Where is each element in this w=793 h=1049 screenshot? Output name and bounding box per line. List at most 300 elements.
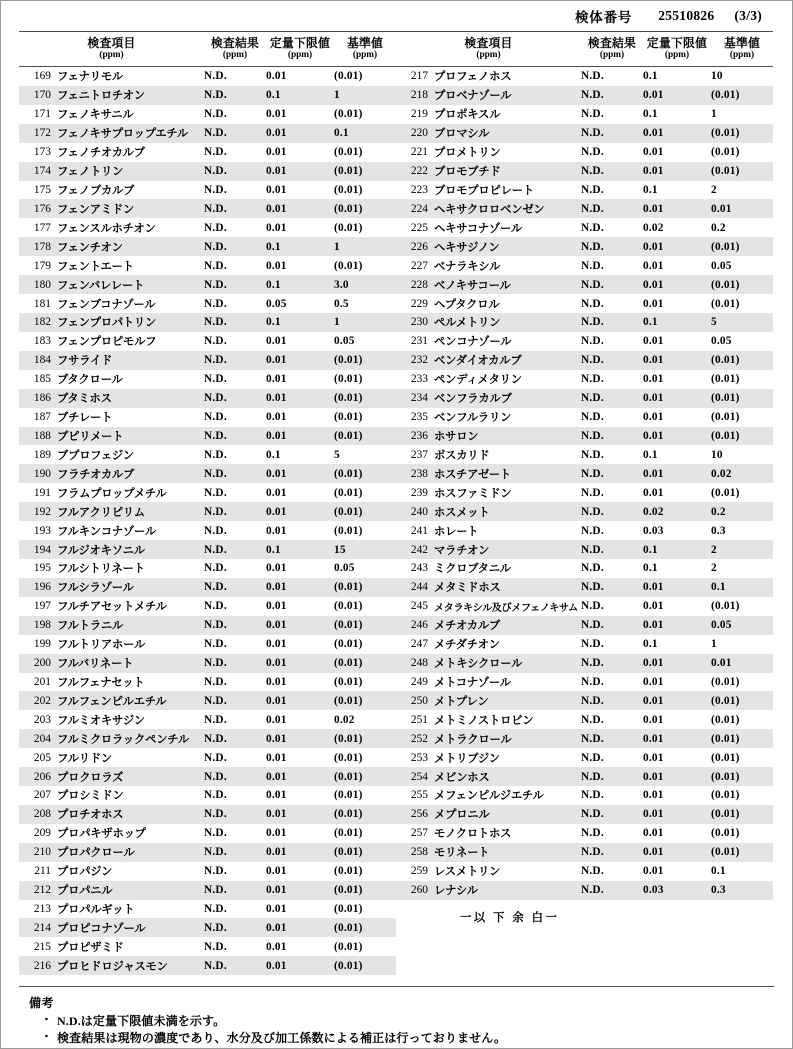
table-row bbox=[19, 389, 396, 408]
item-number: 233 bbox=[410, 373, 428, 386]
cell-lod: 0.01 bbox=[266, 729, 334, 748]
table-row bbox=[396, 294, 773, 313]
table-row bbox=[19, 691, 396, 710]
cell-lod: 0.01 bbox=[266, 600, 287, 613]
cell-standard: 0.2 bbox=[711, 221, 726, 234]
cell-item bbox=[19, 389, 204, 408]
cell-lod: 0.1 bbox=[266, 313, 334, 332]
item-name: ベナラキシル bbox=[434, 260, 501, 273]
cell-result: N.D. bbox=[204, 124, 266, 143]
item-number: 250 bbox=[410, 694, 428, 707]
cell-standard: (0.01) bbox=[334, 146, 363, 159]
table-row bbox=[19, 673, 396, 692]
item-name: プロパニル bbox=[57, 885, 113, 898]
table-row bbox=[19, 559, 396, 578]
cell-standard: (0.01) bbox=[711, 389, 773, 408]
item-number: 185 bbox=[33, 373, 51, 386]
table-row bbox=[19, 105, 396, 124]
cell-item bbox=[19, 654, 204, 673]
cell-item bbox=[396, 275, 581, 294]
cell-standard: (0.01) bbox=[711, 237, 773, 256]
item-name: フルフェンピルエチル bbox=[57, 695, 167, 708]
cell-result: N.D. bbox=[204, 237, 266, 256]
item-name: メフェンピルジエチル bbox=[434, 790, 544, 803]
item-name: フェンアミドン bbox=[57, 203, 135, 216]
table-row bbox=[396, 389, 773, 408]
cell-item bbox=[396, 105, 581, 124]
cell-item bbox=[396, 748, 581, 767]
cell-item bbox=[19, 464, 204, 483]
col-header-standard-unit: (ppm) bbox=[729, 50, 755, 61]
cell-lod: 0.02 bbox=[643, 221, 664, 234]
cell-result: N.D. bbox=[581, 351, 643, 370]
cell-item bbox=[396, 654, 581, 673]
cell-lod: 0.1 bbox=[643, 108, 658, 121]
cell-standard: (0.01) bbox=[334, 199, 396, 218]
cell-result: N.D. bbox=[204, 351, 266, 370]
cell-standard: 0.05 bbox=[334, 335, 355, 348]
cell-item bbox=[19, 105, 204, 124]
cell-lod: 0.01 bbox=[266, 389, 334, 408]
cell-lod: 0.01 bbox=[266, 691, 334, 710]
cell-result: N.D. bbox=[204, 865, 227, 878]
cell-standard: (0.01) bbox=[711, 767, 773, 786]
item-name: フルバリネート bbox=[57, 658, 134, 671]
table-row bbox=[19, 143, 396, 162]
cell-lod: 0.01 bbox=[643, 767, 711, 786]
item-number: 232 bbox=[410, 354, 428, 367]
item-name: プロベナゾール bbox=[434, 90, 512, 103]
cell-standard: (0.01) bbox=[334, 411, 363, 424]
cell-lod: 0.01 bbox=[643, 578, 711, 597]
cell-lod: 0.03 bbox=[643, 524, 664, 537]
item-name: プロパルギット bbox=[57, 904, 135, 917]
table-row bbox=[396, 143, 773, 162]
cell-result: N.D. bbox=[581, 540, 643, 559]
item-number: 207 bbox=[33, 789, 51, 802]
item-name: フルミオキサジン bbox=[57, 714, 145, 727]
cell-item bbox=[19, 578, 204, 597]
cell-lod: 0.1 bbox=[643, 183, 658, 196]
table-body-left bbox=[19, 67, 396, 976]
cell-result: N.D. bbox=[204, 183, 227, 196]
cell-standard: 0.01 bbox=[711, 199, 773, 218]
table-row bbox=[396, 578, 773, 597]
item-number: 229 bbox=[410, 297, 428, 310]
cell-lod: 0.1 bbox=[266, 275, 334, 294]
col-header-lod bbox=[266, 32, 334, 67]
cell-standard: (0.01) bbox=[334, 956, 396, 975]
table-row bbox=[19, 597, 396, 616]
cell-standard: 10 bbox=[711, 70, 723, 83]
cell-lod: 0.01 bbox=[643, 713, 664, 726]
cell-result: N.D. bbox=[204, 616, 266, 635]
col-header-standard-label: 基準値 bbox=[723, 35, 761, 50]
table-row bbox=[396, 351, 773, 370]
cell-standard: 15 bbox=[334, 540, 396, 559]
cell-standard: 2 bbox=[711, 540, 773, 559]
item-name: ブロマシル bbox=[434, 128, 490, 141]
item-number: 194 bbox=[33, 543, 51, 556]
item-name: ペンコナゾール bbox=[434, 336, 512, 349]
cell-result: N.D. bbox=[204, 86, 266, 105]
table-row bbox=[396, 597, 773, 616]
item-number: 252 bbox=[410, 732, 428, 745]
cell-result: N.D. bbox=[581, 691, 643, 710]
table-row bbox=[396, 805, 773, 824]
cell-standard: (0.01) bbox=[711, 691, 773, 710]
table-row bbox=[19, 294, 396, 313]
cell-item bbox=[19, 181, 204, 200]
cell-result: N.D. bbox=[581, 259, 604, 272]
cell-standard: 2 bbox=[711, 183, 717, 196]
item-number: 211 bbox=[34, 865, 51, 878]
cell-item bbox=[19, 956, 204, 975]
cell-result: N.D. bbox=[204, 638, 227, 651]
cell-standard: (0.01) bbox=[334, 259, 363, 272]
item-number: 210 bbox=[33, 846, 51, 859]
item-name: フェノチオカルブ bbox=[57, 147, 145, 160]
cell-lod: 0.01 bbox=[266, 956, 334, 975]
table-row bbox=[19, 408, 396, 427]
cell-result: N.D. bbox=[204, 827, 227, 840]
cell-lod: 0.01 bbox=[643, 373, 664, 386]
col-header-lod-unit: (ppm) bbox=[664, 50, 690, 61]
table-row bbox=[396, 237, 773, 256]
table-row bbox=[19, 275, 396, 294]
cell-result: N.D. bbox=[581, 389, 643, 408]
cell-result: N.D. bbox=[204, 918, 266, 937]
cell-item bbox=[19, 616, 204, 635]
cell-lod: 0.01 bbox=[643, 751, 664, 764]
item-number: 214 bbox=[33, 921, 51, 934]
cell-item bbox=[396, 710, 581, 729]
item-name: フェノブカルブ bbox=[57, 184, 135, 197]
item-number: 173 bbox=[33, 146, 51, 159]
cell-result: N.D. bbox=[581, 805, 643, 824]
cell-lod: 0.01 bbox=[266, 70, 287, 83]
cell-result: N.D. bbox=[581, 638, 604, 651]
table-row bbox=[19, 502, 396, 521]
cell-lod: 0.01 bbox=[266, 654, 334, 673]
cell-lod: 0.01 bbox=[266, 464, 334, 483]
cell-result: N.D. bbox=[204, 675, 227, 688]
cell-item bbox=[396, 881, 581, 900]
cell-item bbox=[19, 370, 204, 389]
table-row bbox=[396, 616, 773, 635]
cell-lod: 0.01 bbox=[266, 881, 334, 900]
table-row bbox=[396, 691, 773, 710]
table-row bbox=[19, 918, 396, 937]
table-row bbox=[396, 635, 773, 654]
cell-item bbox=[19, 824, 204, 843]
table-row bbox=[396, 673, 773, 692]
remark-line bbox=[19, 1013, 774, 1030]
table-row bbox=[19, 786, 396, 805]
cell-item bbox=[19, 483, 204, 502]
table-row bbox=[396, 218, 773, 237]
cell-item bbox=[19, 937, 204, 956]
cell-result: N.D. bbox=[581, 729, 643, 748]
cell-standard: (0.01) bbox=[334, 805, 396, 824]
cell-result: N.D. bbox=[581, 313, 643, 332]
cell-result: N.D. bbox=[581, 616, 643, 635]
cell-standard: (0.01) bbox=[334, 183, 363, 196]
remark-text: N.D.は定量下限値未満を示す。 bbox=[57, 1014, 226, 1028]
cell-result: N.D. bbox=[581, 486, 604, 499]
cell-item bbox=[396, 843, 581, 862]
cell-result: N.D. bbox=[581, 199, 643, 218]
item-name: ホスファミドン bbox=[434, 487, 512, 500]
cell-result: N.D. bbox=[581, 221, 604, 234]
col-header-item bbox=[396, 32, 581, 67]
cell-standard: (0.01) bbox=[711, 411, 740, 424]
item-number: 195 bbox=[33, 562, 51, 575]
cell-standard: (0.01) bbox=[711, 275, 773, 294]
table-row bbox=[396, 427, 773, 446]
cell-item bbox=[19, 427, 204, 446]
item-name: レナシル bbox=[434, 885, 478, 898]
cell-item bbox=[19, 218, 204, 237]
item-number: 260 bbox=[410, 884, 428, 897]
item-number: 189 bbox=[33, 448, 51, 461]
item-number: 181 bbox=[33, 297, 51, 310]
cell-lod: 0.01 bbox=[266, 411, 287, 424]
item-number: 212 bbox=[33, 884, 51, 897]
cell-lod: 0.1 bbox=[266, 540, 334, 559]
item-number: 220 bbox=[410, 127, 428, 140]
item-number: 236 bbox=[410, 429, 428, 442]
col-header-item-label: 検査項目 bbox=[464, 35, 513, 50]
cell-standard: (0.01) bbox=[711, 86, 773, 105]
table-row bbox=[396, 521, 773, 540]
item-number: 177 bbox=[33, 221, 51, 234]
cell-standard: (0.01) bbox=[334, 843, 396, 862]
cell-item bbox=[19, 767, 204, 786]
item-name: メタラキシル及びメフェノキサム bbox=[434, 602, 578, 614]
cell-lod: 0.01 bbox=[266, 351, 334, 370]
cell-lod: 0.01 bbox=[643, 297, 664, 310]
cell-lod: 0.05 bbox=[266, 297, 287, 310]
cell-result: N.D. bbox=[204, 903, 227, 916]
cell-lod: 0.01 bbox=[643, 86, 711, 105]
item-number: 171 bbox=[33, 108, 51, 121]
item-number: 175 bbox=[33, 183, 51, 196]
item-number: 198 bbox=[33, 619, 51, 632]
cell-lod: 0.01 bbox=[643, 237, 711, 256]
table-row bbox=[19, 427, 396, 446]
item-number: 206 bbox=[33, 770, 51, 783]
cell-result: N.D. bbox=[581, 713, 604, 726]
item-number: 226 bbox=[410, 240, 428, 253]
table-row bbox=[396, 710, 773, 729]
item-number: 227 bbox=[410, 259, 428, 272]
cell-result: N.D. bbox=[581, 827, 604, 840]
cell-standard: (0.01) bbox=[711, 751, 740, 764]
item-number: 180 bbox=[33, 278, 51, 291]
item-number: 213 bbox=[33, 903, 51, 916]
table-row bbox=[19, 67, 396, 86]
item-name: ボスカリド bbox=[434, 449, 490, 462]
table-row bbox=[396, 540, 773, 559]
item-name: メトコナゾール bbox=[434, 676, 511, 689]
table-row bbox=[19, 881, 396, 900]
cell-item bbox=[396, 559, 581, 578]
item-name: ブチレート bbox=[57, 412, 113, 425]
cell-standard: (0.01) bbox=[334, 654, 396, 673]
right-results-column bbox=[396, 31, 773, 925]
cell-lod: 0.01 bbox=[266, 199, 334, 218]
col-header-result-label: 検査結果 bbox=[210, 35, 260, 50]
cell-standard: 0.3 bbox=[711, 881, 773, 900]
cell-item bbox=[396, 616, 581, 635]
cell-standard: 0.1 bbox=[711, 865, 726, 878]
item-number: 188 bbox=[33, 429, 51, 442]
item-name: ホスチアゼート bbox=[434, 468, 511, 481]
item-number: 219 bbox=[410, 108, 428, 121]
cell-result: N.D. bbox=[581, 183, 604, 196]
item-name: フルシラゾール bbox=[57, 582, 134, 595]
item-name: ベンダイオカルブ bbox=[434, 355, 522, 368]
cell-item bbox=[19, 256, 204, 275]
item-number: 193 bbox=[33, 524, 51, 537]
table-row bbox=[19, 464, 396, 483]
table-header-left bbox=[19, 32, 396, 67]
cell-item bbox=[19, 67, 204, 86]
item-number: 230 bbox=[410, 316, 428, 329]
cell-result: N.D. bbox=[581, 237, 643, 256]
cell-standard: (0.01) bbox=[711, 675, 740, 688]
item-number: 242 bbox=[410, 543, 428, 556]
table-row bbox=[396, 881, 773, 900]
cell-lod: 0.01 bbox=[266, 124, 334, 143]
cell-standard: 1 bbox=[334, 86, 396, 105]
cell-item bbox=[396, 86, 581, 105]
cell-item bbox=[396, 729, 581, 748]
cell-standard: 0.05 bbox=[711, 335, 732, 348]
cell-result: N.D. bbox=[581, 881, 643, 900]
item-number: 179 bbox=[33, 259, 51, 272]
bullet-icon: ・ bbox=[41, 1014, 53, 1026]
item-name: フルチアセットメチル bbox=[57, 601, 167, 614]
cell-result: N.D. bbox=[204, 654, 266, 673]
table-row bbox=[396, 370, 773, 389]
item-name: フェナリモル bbox=[57, 71, 124, 84]
item-name: フサライド bbox=[57, 355, 113, 368]
cell-standard: (0.01) bbox=[334, 427, 396, 446]
cell-lod: 0.01 bbox=[643, 259, 664, 272]
cell-standard: (0.01) bbox=[334, 827, 363, 840]
document-header bbox=[19, 1, 774, 31]
cell-result: N.D. bbox=[581, 373, 604, 386]
item-number: 253 bbox=[410, 751, 428, 764]
col-header-item-unit: (ppm) bbox=[99, 50, 124, 61]
table-row bbox=[19, 521, 396, 540]
col-header-standard bbox=[711, 32, 773, 67]
col-header-item bbox=[19, 32, 204, 67]
table-row bbox=[396, 748, 773, 767]
cell-item bbox=[396, 635, 581, 654]
cell-result: N.D. bbox=[204, 600, 227, 613]
item-name: メチダチオン bbox=[434, 639, 500, 652]
cell-lod: 0.1 bbox=[266, 448, 281, 461]
cell-item bbox=[19, 786, 204, 805]
cell-item bbox=[19, 748, 204, 767]
cell-lod: 0.01 bbox=[643, 389, 711, 408]
cell-standard: (0.01) bbox=[711, 124, 773, 143]
cell-result: N.D. bbox=[204, 729, 266, 748]
table-row bbox=[396, 332, 773, 351]
cell-lod: 0.01 bbox=[266, 767, 334, 786]
item-number: 257 bbox=[410, 827, 428, 840]
cell-item bbox=[396, 673, 581, 692]
cell-standard: (0.01) bbox=[334, 789, 363, 802]
item-number: 223 bbox=[410, 183, 428, 196]
cell-lod: 0.01 bbox=[266, 940, 287, 953]
item-number: 248 bbox=[410, 657, 428, 670]
cell-item bbox=[19, 540, 204, 559]
item-name: ベンフラカルブ bbox=[434, 393, 512, 406]
cell-result: N.D. bbox=[204, 767, 266, 786]
cell-lod: 0.1 bbox=[266, 237, 334, 256]
table-header-right bbox=[396, 32, 773, 67]
cell-standard: (0.01) bbox=[334, 162, 396, 181]
cell-result: N.D. bbox=[581, 578, 643, 597]
item-name: ベノキサコール bbox=[434, 279, 511, 292]
cell-result: N.D. bbox=[204, 956, 266, 975]
cell-item bbox=[19, 162, 204, 181]
cell-item bbox=[19, 275, 204, 294]
cell-result: N.D. bbox=[581, 335, 604, 348]
cell-lod: 0.01 bbox=[266, 524, 287, 537]
cell-standard: (0.01) bbox=[711, 789, 740, 802]
cell-item bbox=[19, 408, 204, 427]
item-number: 208 bbox=[33, 808, 51, 821]
cell-item bbox=[19, 635, 204, 654]
item-name: ブタクロール bbox=[57, 374, 123, 387]
item-name: ホレート bbox=[434, 525, 479, 538]
cell-lod: 0.01 bbox=[643, 124, 711, 143]
item-number: 244 bbox=[410, 581, 428, 594]
end-of-list-note: 一以 下 余 白一 bbox=[460, 911, 560, 924]
cell-result: N.D. bbox=[204, 427, 266, 446]
cell-result: N.D. bbox=[581, 843, 643, 862]
cell-result: N.D. bbox=[204, 70, 227, 83]
cell-standard: (0.01) bbox=[334, 940, 363, 953]
cell-lod: 0.01 bbox=[266, 373, 287, 386]
item-name: フラチオカルブ bbox=[57, 468, 135, 481]
cell-lod: 0.01 bbox=[643, 464, 711, 483]
cell-lod: 0.01 bbox=[266, 162, 334, 181]
cell-result: N.D. bbox=[204, 108, 227, 121]
table-row bbox=[19, 616, 396, 635]
item-number: 203 bbox=[33, 713, 51, 726]
cell-standard: (0.01) bbox=[334, 464, 396, 483]
item-number: 200 bbox=[33, 657, 51, 670]
item-name: ブプロフェジン bbox=[57, 449, 134, 462]
item-number: 197 bbox=[33, 600, 51, 613]
item-name: フェンバレレート bbox=[57, 279, 145, 292]
cell-item bbox=[396, 805, 581, 824]
item-name: ヘキサジノン bbox=[434, 241, 500, 254]
cell-item bbox=[396, 521, 581, 540]
cell-standard: (0.01) bbox=[711, 805, 773, 824]
cell-standard: (0.01) bbox=[711, 351, 773, 370]
table-row bbox=[396, 181, 773, 200]
cell-lod: 0.1 bbox=[643, 540, 711, 559]
item-number: 239 bbox=[410, 486, 428, 499]
item-number: 246 bbox=[410, 619, 428, 632]
